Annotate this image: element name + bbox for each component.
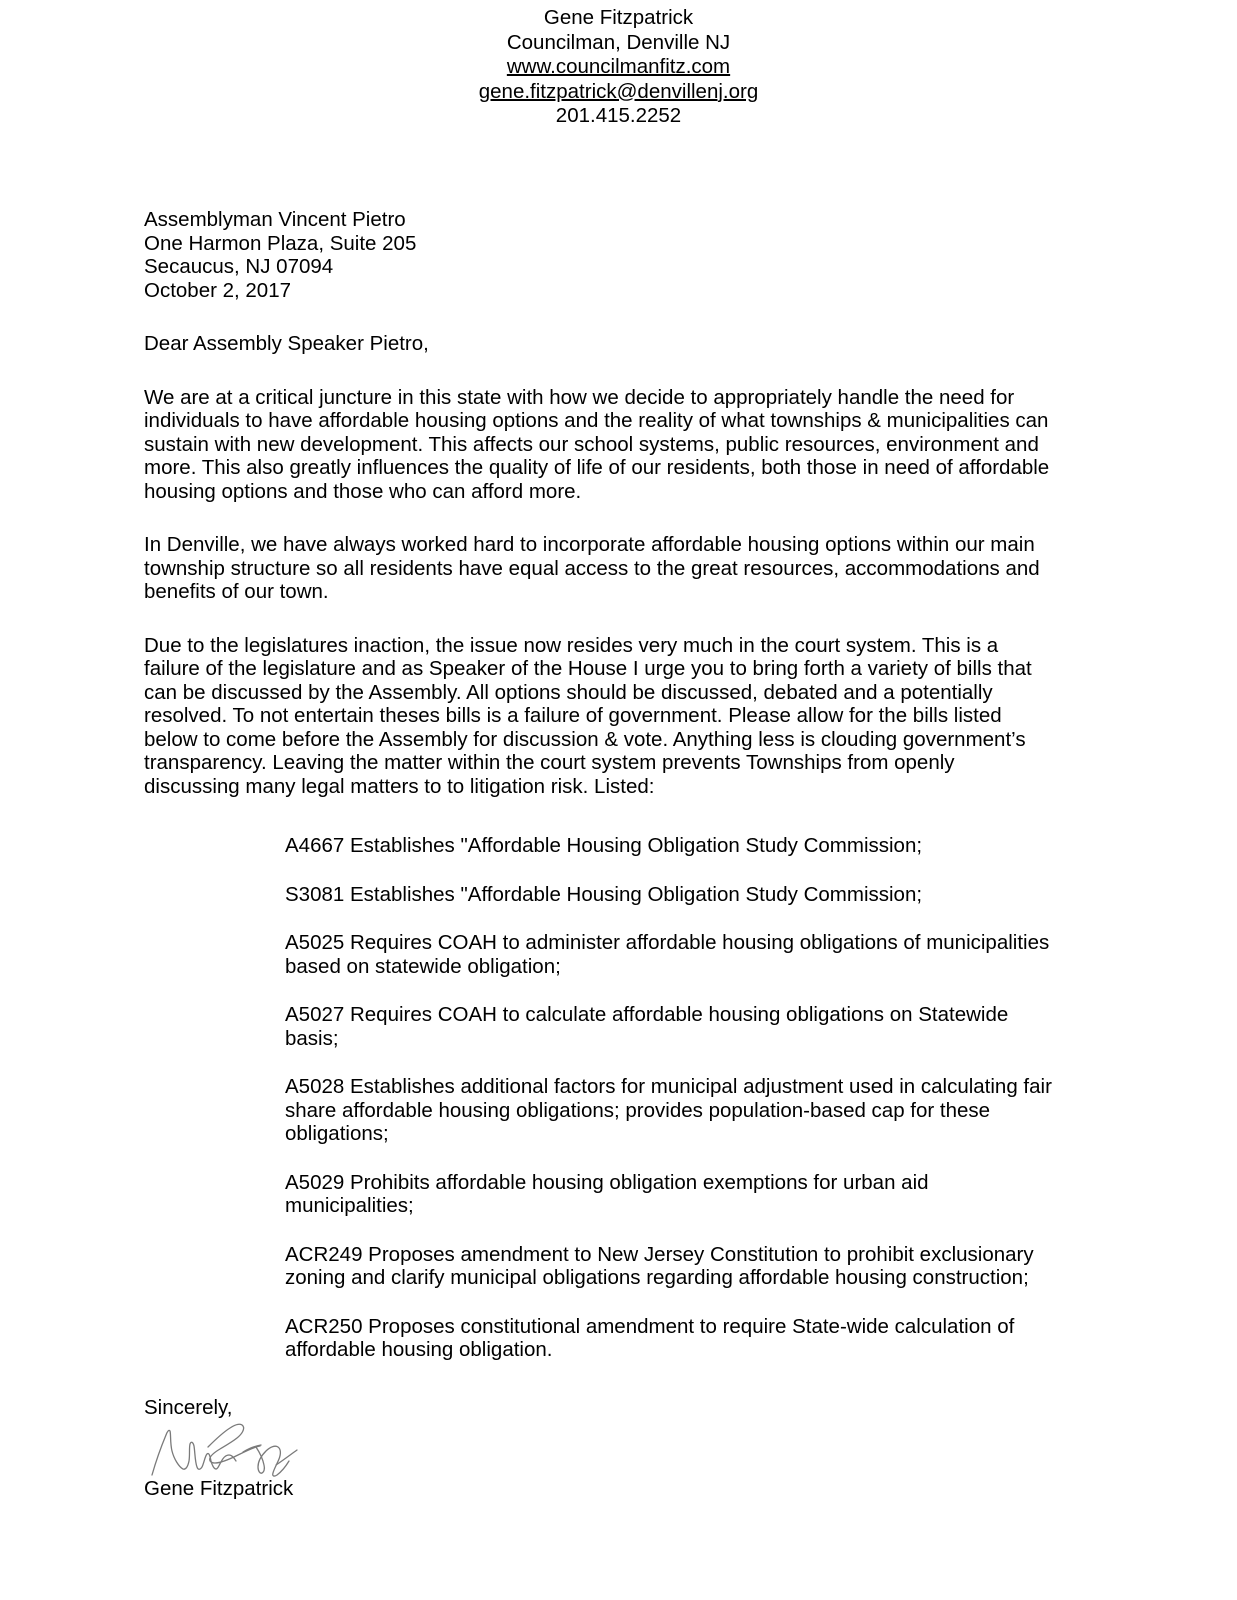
closing-block [144, 1396, 1054, 1501]
recipient-address-block [144, 208, 1054, 302]
letterhead-name: Gene Fitzpatrick [543, 6, 694, 29]
recipient-address-line-2: Secaucus, NJ 07094 [144, 255, 334, 278]
body-paragraph-1: We are at a critical juncture in this state with how we decide to appropriately handle the need for individuals to have affordable housing options and the reality of what townships & municipalities can sustain with new development. This affects our school systems, public resources, environment and more. This also greatly influences the quality of life of our residents, both those in need of affordable housing options and those who can afford more. [144, 385, 1050, 503]
letterhead-phone: 201.415.2252 [555, 104, 682, 128]
recipient-address-line-1: One Harmon Plaza, Suite 205 [144, 231, 417, 255]
closing-salutation: Sincerely, [144, 1395, 233, 1419]
letter-body [144, 208, 1054, 1501]
body-paragraph-3: Due to the legislatures inaction, the issue now resides very much in the court system. This is a failure of the legislature and as Speaker of the House I urge you to bring forth a variety of bills that can be discussed by the Assembly. All options should be discussed, debated and a potentially resolved. To not entertain theses bills is a failure of government. Please allow for the bills listed below to come before the Assembly for discussion & vote. Anything less is clouding government’s transparency. Leaving the matter within the court system prevents Townships from openly discussing many legal matters to to litigation risk. Listed: [144, 633, 1032, 798]
bill-list-item: A5027 Requires COAH to calculate affordable housing obligations on Statewide basis; [285, 1003, 1009, 1050]
bill-list [285, 834, 1054, 1362]
letterhead-website-link[interactable]: www.councilmanfitz.com [506, 55, 731, 79]
bill-list-item: A5028 Establishes additional factors for municipal adjustment used in calculating fair share affordable housing obligations; provides population-based cap for these obligations; [285, 1075, 1052, 1145]
letterhead-title: Councilman, Denville NJ [506, 30, 731, 54]
bill-list-item: A4667 Establishes "Affordable Housing Obligation Study Commission; [285, 834, 923, 857]
bill-list-item: A5025 Requires COAH to administer affordable housing obligations of municipalities based on statewide obligation; [285, 931, 1050, 978]
bill-list-item: ACR250 Proposes constitutional amendment to require State-wide calculation of affordable housing obligation. [285, 1314, 1015, 1361]
body-paragraph-2: In Denville, we have always worked hard to incorporate affordable housing options within our main township structure so all residents have equal access to the great resources, accommodations and benefits of our town. [144, 533, 1040, 603]
salutation: Dear Assembly Speaker Pietro, [144, 332, 429, 355]
letter-date: October 2, 2017 [144, 278, 292, 302]
bill-list-item: S3081 Establishes "Affordable Housing Obligation Study Commission; [285, 882, 923, 906]
letterhead [0, 6, 1237, 129]
bill-list-item: A5029 Prohibits affordable housing obligation exemptions for urban aid municipalities; [285, 1170, 929, 1217]
letterhead-email-link[interactable]: gene.fitzpatrick@denvillenj.org [478, 79, 759, 103]
handwritten-signature-icon [148, 1417, 348, 1481]
signer-name: Gene Fitzpatrick [144, 1477, 294, 1500]
bill-list-item: ACR249 Proposes amendment to New Jersey Constitution to prohibit exclusionary zoning and clarify municipal obligations regarding affordable housing construction; [285, 1242, 1034, 1289]
recipient-name: Assemblyman Vincent Pietro [144, 208, 406, 231]
